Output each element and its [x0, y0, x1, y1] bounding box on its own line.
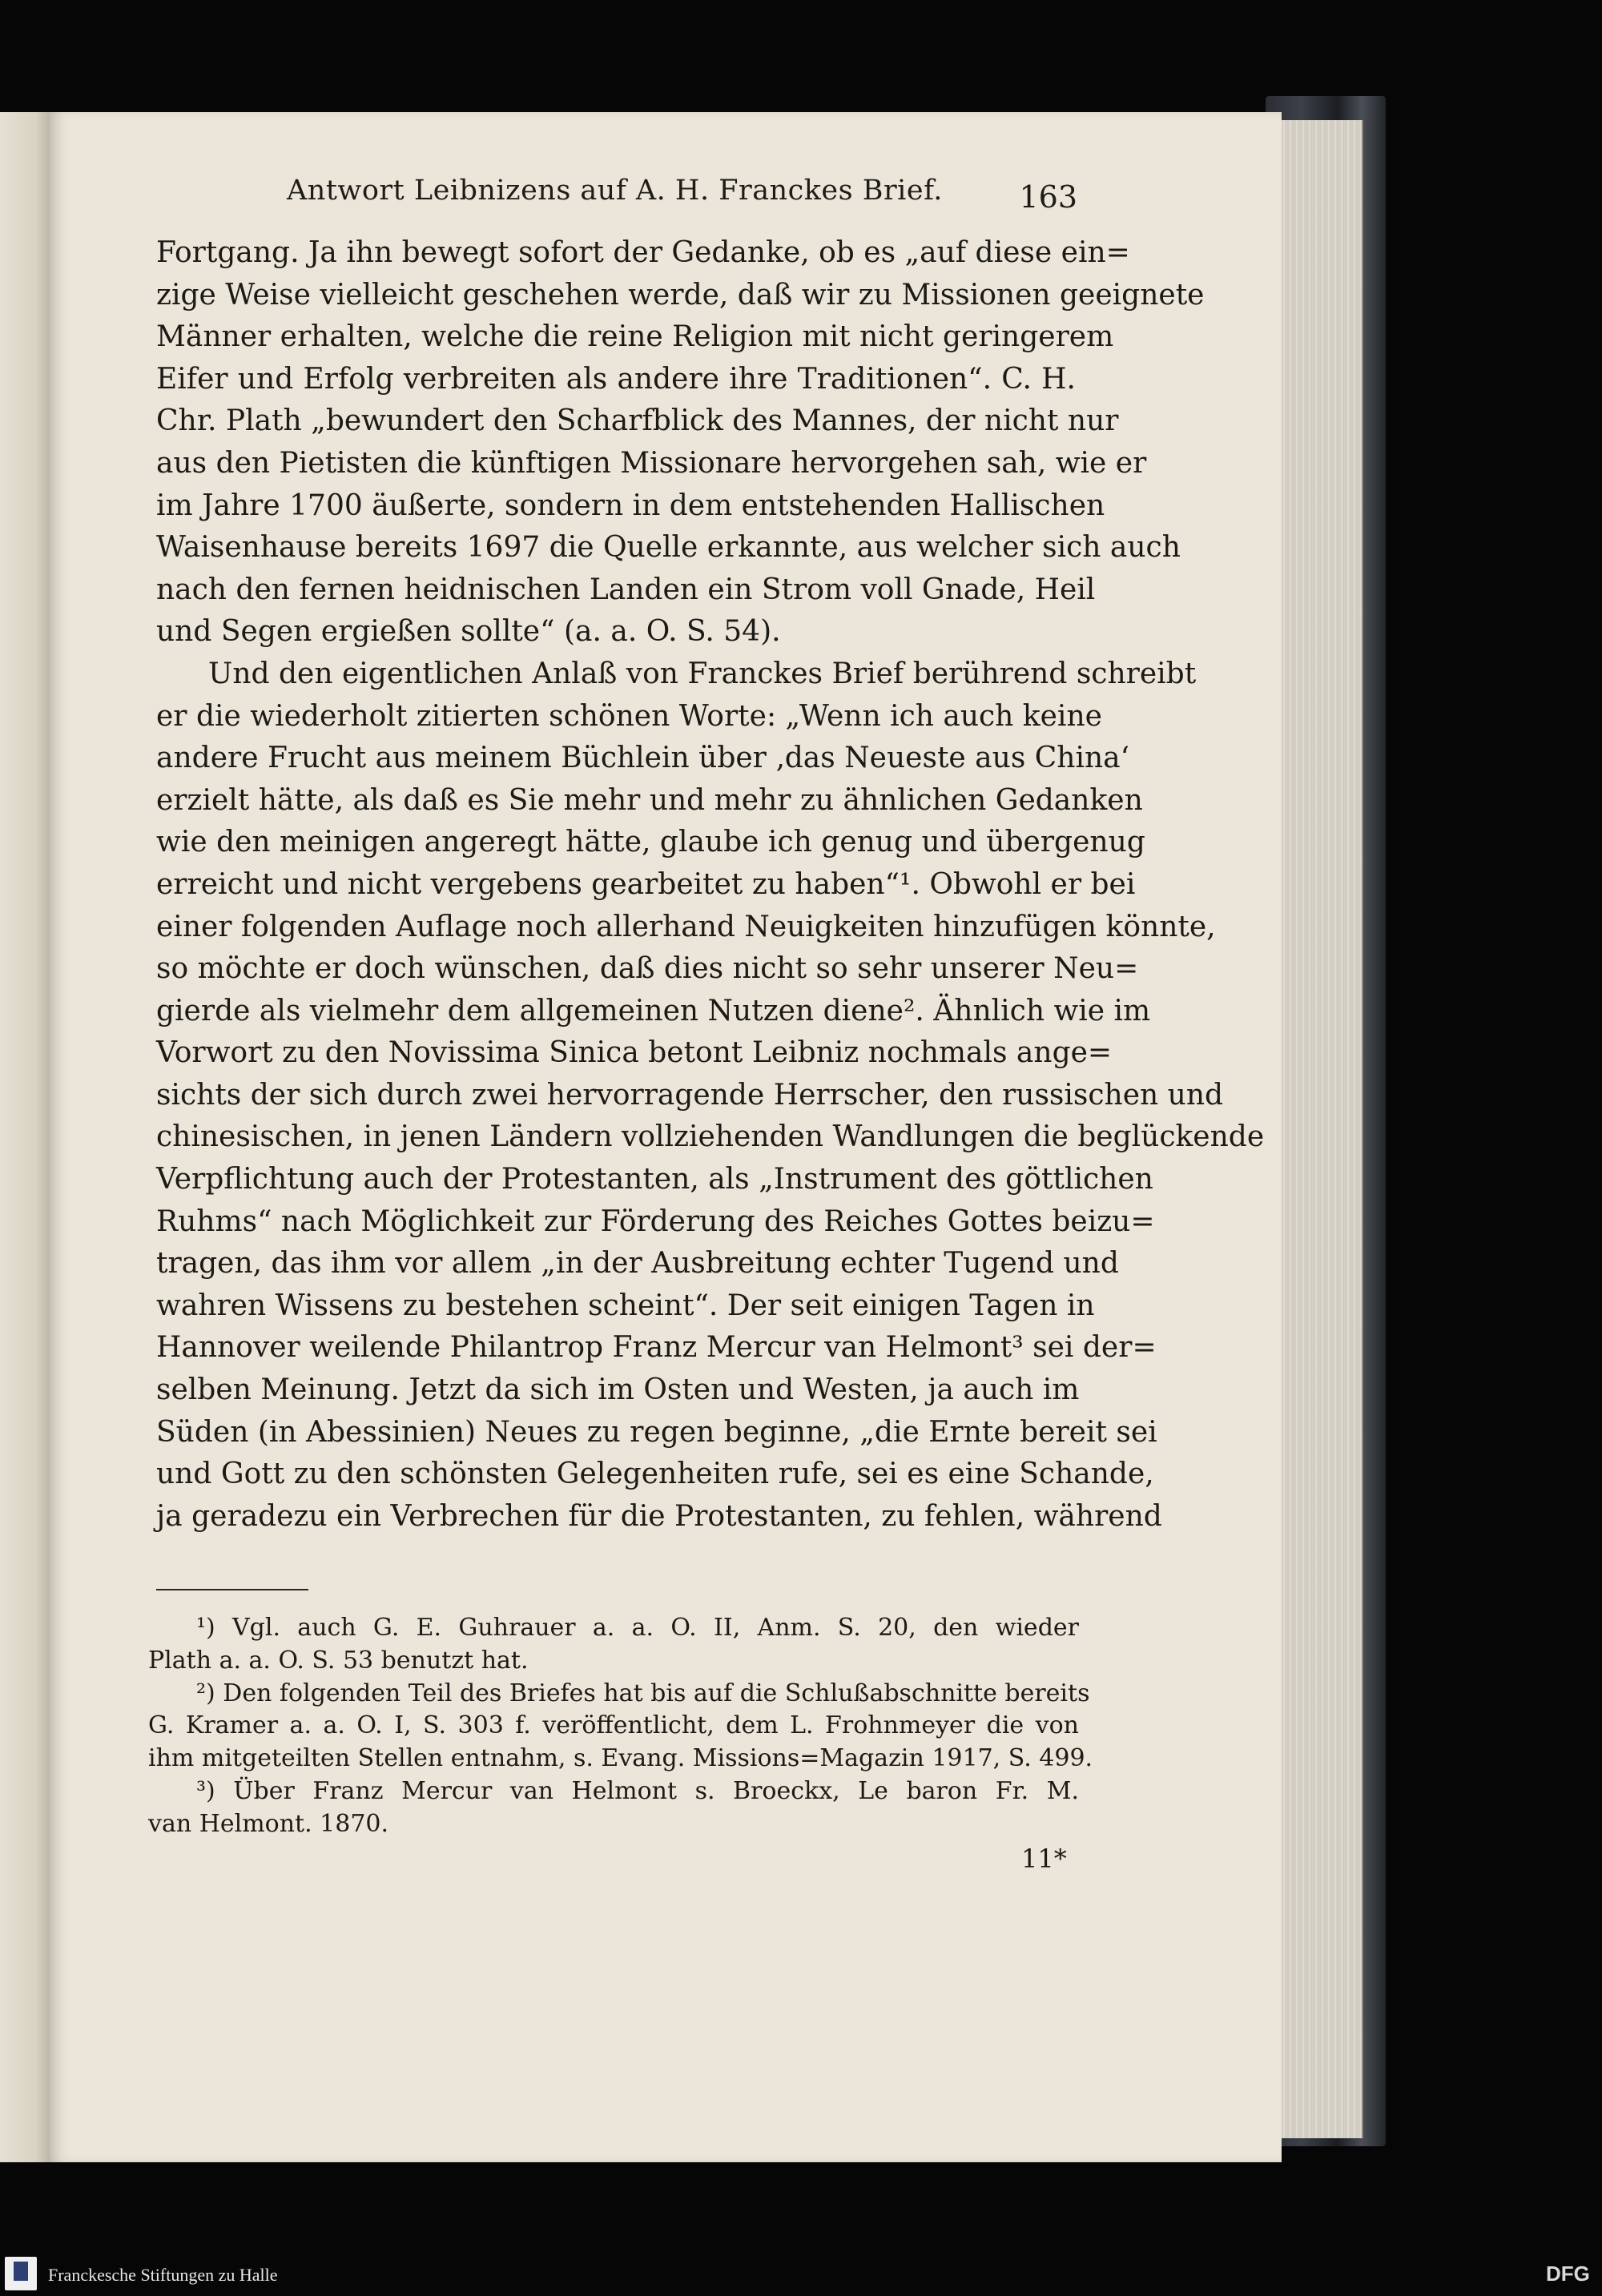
footnotes-block: [148, 1612, 1093, 1841]
text-line: andere Frucht aus meinem Büchlein über ‚das Neueste aus China‘: [156, 742, 1130, 775]
text-line: und Gott zu den schönsten Gelegenheiten rufe, sei es eine Schande,: [156, 1458, 1154, 1491]
text-line: Ruhms“ nach Möglichkeit zur Förderung des Reiches Gottes beizu=: [156, 1204, 1155, 1238]
page-stack-edges: [1274, 120, 1363, 2138]
footnote-line: G. Kramer a. a. O. I, S. 303 f. veröffentlicht, dem L. Frohnmeyer die von: [148, 1711, 1079, 1740]
page-number: 163: [1019, 179, 1077, 215]
footnote-line: ¹) Vgl. auch G. E. Guhrauer a. a. O. II, Anm. S. 20, den wieder: [196, 1614, 1079, 1642]
institution-logo-icon: [5, 2257, 37, 2290]
text-line: er die wiederholt zitierten schönen Worte: „Wenn ich auch keine: [156, 699, 1102, 733]
text-line: zige Weise vielleicht geschehen werde, daß wir zu Missionen geeignete: [156, 278, 1205, 312]
text-line: selben Meinung. Jetzt da sich im Osten und Westen, ja auch im: [156, 1373, 1080, 1407]
text-line: gierde als vielmehr dem allgemeinen Nutzen diene². Ähnlich wie im: [156, 994, 1151, 1027]
text-line: Und den eigentlichen Anlaß von Franckes Brief berührend schreibt: [208, 657, 1197, 690]
text-line: Verpflichtung auch der Protestanten, als „Instrument des göttlichen: [156, 1163, 1153, 1196]
footer-institution: Franckesche Stiftungen zu Halle: [48, 2265, 278, 2285]
footnote-rule: [156, 1589, 308, 1590]
text-line: im Jahre 1700 äußerte, sondern in dem entstehenden Hallischen: [156, 489, 1105, 522]
text-line: wie den meinigen angeregt hätte, glaube ich genug und übergenug: [156, 826, 1145, 859]
text-line: sichts der sich durch zwei hervorragende Herrscher, den russischen und: [156, 1078, 1224, 1112]
text-line: Hannover weilende Philantrop Franz Mercur van Helmont³ sei der=: [156, 1331, 1157, 1365]
text-line: Chr. Plath „bewundert den Scharfblick des Mannes, der nicht nur: [156, 404, 1119, 438]
running-head: Antwort Leibnizens auf A. H. Franckes Brief.: [287, 175, 943, 207]
text-line: aus den Pietisten die künftigen Missionare hervorgehen sah, wie er: [156, 446, 1147, 480]
text-line: erreicht und nicht vergebens gearbeitet zu haben“¹. Obwohl er bei: [156, 867, 1136, 901]
text-line: nach den fernen heidnischen Landen ein Strom voll Gnade, Heil: [156, 573, 1096, 606]
text-line: Waisenhause bereits 1697 die Quelle erkannte, aus welcher sich auch: [156, 531, 1181, 565]
text-line: tragen, das ihm vor allem „in der Ausbreitung echter Tugend und: [156, 1247, 1119, 1281]
footnote-line: van Helmont. 1870.: [148, 1809, 389, 1838]
text-line: so möchte er doch wünschen, daß dies nicht so sehr unserer Neu=: [156, 952, 1139, 986]
text-line: chinesischen, in jenen Ländern vollziehenden Wandlungen die beglückende: [156, 1120, 1265, 1154]
text-line: und Segen ergießen sollte“ (a. a. O. S. 54).: [156, 615, 781, 649]
text-line: Eifer und Erfolg verbreiten als andere ihre Traditionen“. C. H.: [156, 362, 1076, 396]
footnote-line: ²) Den folgenden Teil des Briefes hat bis auf die Schlußabschnitte bereits: [196, 1679, 1090, 1707]
text-line: erzielt hätte, als daß es Sie mehr und mehr zu ähnlichen Gedanken: [156, 783, 1143, 817]
text-line: ja geradezu ein Verbrechen für die Protestanten, zu fehlen, während: [156, 1499, 1162, 1533]
main-text-block: [156, 232, 1265, 1538]
text-line: einer folgenden Auflage noch allerhand Neuigkeiten hinzufügen könnte,: [156, 910, 1216, 943]
footnote-line: Plath a. a. O. S. 53 benutzt hat.: [148, 1646, 529, 1675]
text-line: wahren Wissens zu bestehen scheint“. Der seit einigen Tagen in: [156, 1289, 1095, 1322]
dfg-logo: DFG: [1546, 2262, 1590, 2286]
signature-mark: 11*: [1021, 1844, 1067, 1874]
text-line: Fortgang. Ja ihn bewegt sofort der Gedanke, ob es „auf diese ein=: [156, 236, 1130, 269]
text-line: Vorwort zu den Novissima Sinica betont Leibniz nochmals ange=: [156, 1036, 1113, 1070]
footnote-line: ³) Über Franz Mercur van Helmont s. Broeckx, Le baron Fr. M.: [196, 1776, 1079, 1805]
text-line: Süden (in Abessinien) Neues zu regen beginne, „die Ernte bereit sei: [156, 1415, 1157, 1449]
left-page-edge: [0, 112, 51, 2162]
text-line: Männer erhalten, welche die reine Religion mit nicht geringerem: [156, 320, 1114, 354]
footnote-line: ihm mitgeteilten Stellen entnahm, s. Evang. Missions=Magazin 1917, S. 499.: [148, 1744, 1093, 1773]
